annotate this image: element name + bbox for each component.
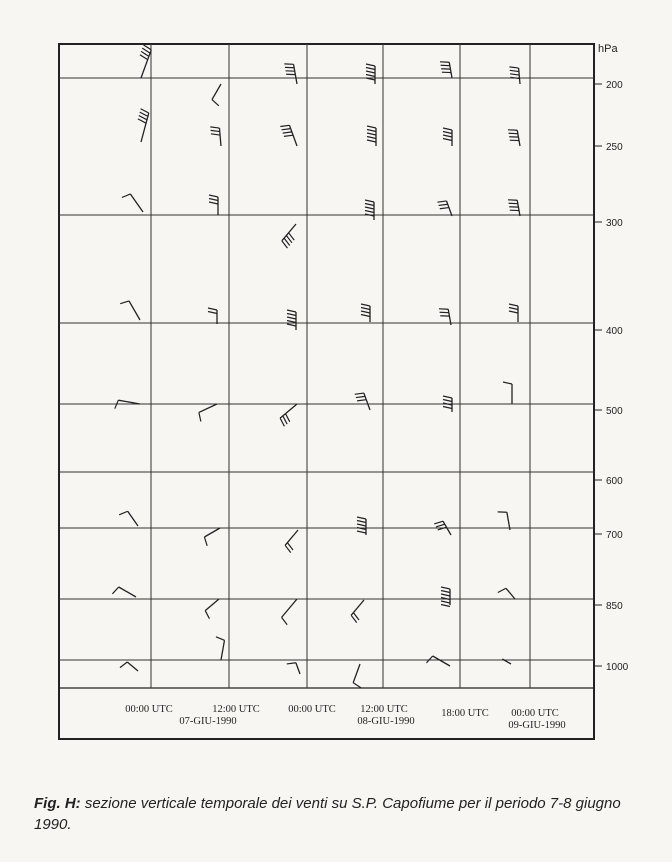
barb-feather xyxy=(209,202,218,204)
barb-feather xyxy=(366,71,375,73)
barb-feather xyxy=(211,130,220,131)
barb-feather xyxy=(441,591,450,593)
wind-barb xyxy=(498,512,510,530)
barb-feather xyxy=(367,130,376,132)
barb-feather xyxy=(357,531,366,533)
wind-barb xyxy=(426,656,450,666)
barb-feather xyxy=(440,208,449,209)
barb-staff xyxy=(127,662,138,671)
barb-feather xyxy=(209,199,218,201)
wind-barb xyxy=(503,382,512,404)
barb-staff xyxy=(119,587,136,597)
wind-barb xyxy=(508,200,520,216)
barb-feather xyxy=(437,201,446,202)
wind-barb xyxy=(120,662,138,671)
barb-staff xyxy=(296,663,300,674)
barb-feather xyxy=(365,200,374,202)
barb-feather xyxy=(216,637,225,641)
barb-feather xyxy=(441,605,450,607)
barb-feather xyxy=(509,304,518,306)
pressure-label-200: 200 xyxy=(606,80,623,91)
barb-feather xyxy=(361,315,370,317)
barb-feather xyxy=(280,418,284,426)
plot-frame xyxy=(59,44,594,739)
barb-staff xyxy=(204,528,220,537)
barb-staff xyxy=(364,393,370,410)
barb-feather xyxy=(357,521,366,523)
wind-barb xyxy=(119,511,138,526)
barb-feather xyxy=(361,304,370,306)
wind-barb xyxy=(509,67,520,84)
time-label-2: 12:00 UTC xyxy=(212,704,260,715)
wind-barb xyxy=(365,200,374,220)
pressure-label-700: 700 xyxy=(606,530,623,541)
pressure-tick-marks xyxy=(594,84,602,666)
pressure-tick-labels xyxy=(606,80,629,673)
barb-feather xyxy=(355,393,364,394)
barb-feather xyxy=(284,135,293,136)
wind-barb xyxy=(280,125,297,146)
barb-staff xyxy=(449,62,452,78)
barb-feather xyxy=(287,314,296,316)
barb-staff xyxy=(205,599,219,611)
barb-feather xyxy=(510,70,519,71)
wind-barb xyxy=(120,301,140,320)
time-label-1: 00:00 UTC xyxy=(125,704,173,715)
date-label-6: 09-GIU-1990 xyxy=(508,720,566,731)
wind-barb xyxy=(508,130,520,146)
wind-barb xyxy=(361,304,370,322)
wind-barb xyxy=(112,587,136,597)
barb-feather xyxy=(140,112,148,116)
barb-feather xyxy=(120,301,129,304)
barb-feather xyxy=(443,400,452,402)
barb-feather xyxy=(356,396,365,397)
barb-feather xyxy=(439,204,448,205)
barb-feather xyxy=(436,524,445,527)
pressure-label-600: 600 xyxy=(606,476,623,487)
wind-barb xyxy=(357,517,366,535)
barb-feather xyxy=(209,195,218,197)
barb-feather xyxy=(441,587,450,589)
barb-feather xyxy=(282,129,291,130)
barb-staff xyxy=(130,194,143,212)
unit-label: hPa xyxy=(598,43,618,55)
barb-feather xyxy=(357,517,366,519)
wind-barb xyxy=(498,588,515,599)
barb-staff xyxy=(282,599,297,617)
barb-feather xyxy=(119,511,128,515)
barb-feather xyxy=(357,524,366,526)
date-label-4: 08-GIU-1990 xyxy=(357,716,415,727)
wind-barb xyxy=(282,599,297,625)
barb-feather xyxy=(365,211,374,213)
time-tick-labels xyxy=(125,704,565,731)
barb-feather xyxy=(208,312,217,314)
wind-barb xyxy=(437,201,452,216)
wind-barb xyxy=(280,404,297,426)
wind-barb xyxy=(355,393,370,410)
wind-barb xyxy=(366,64,375,84)
wind-barb xyxy=(205,599,219,619)
barb-feather xyxy=(443,139,452,141)
barb-feather xyxy=(367,137,376,139)
pressure-label-300: 300 xyxy=(606,218,623,229)
barb-staff xyxy=(519,68,520,84)
wind-barb xyxy=(216,637,225,660)
wind-barb xyxy=(122,194,143,212)
barb-feather xyxy=(443,132,452,134)
wind-barb xyxy=(284,64,297,84)
barb-feather xyxy=(199,412,201,421)
barb-staff xyxy=(517,130,520,146)
wind-barb xyxy=(212,84,221,106)
barb-feather xyxy=(443,407,452,409)
barb-feather xyxy=(287,317,296,319)
wind-barb xyxy=(204,528,220,546)
wind-barb xyxy=(441,587,450,607)
barb-feather xyxy=(367,140,376,142)
wind-barb xyxy=(440,62,452,78)
barb-staff xyxy=(129,301,140,320)
barb-feather xyxy=(208,308,217,310)
barb-feather xyxy=(122,194,131,198)
wind-barb xyxy=(210,127,221,146)
caption-text: sezione verticale temporale dei venti su S.P. Capofiume per il periodo 7-8 giugno 1990. xyxy=(34,795,621,833)
barb-feather xyxy=(210,127,219,128)
wind-barb xyxy=(199,404,217,421)
time-label-6: 00:00 UTC xyxy=(511,708,559,719)
barb-feather xyxy=(138,119,146,123)
barb-staff xyxy=(199,404,217,412)
barb-feather xyxy=(365,204,374,206)
barb-feather xyxy=(443,128,452,130)
barb-feather xyxy=(357,400,366,401)
barb-feather xyxy=(443,396,452,398)
barb-staff xyxy=(517,200,520,216)
wind-barb xyxy=(282,224,296,248)
pressure-label-250: 250 xyxy=(606,142,623,153)
barb-feather xyxy=(443,135,452,137)
barb-staff xyxy=(219,128,221,146)
wind-barb xyxy=(287,663,300,674)
barb-staff xyxy=(507,512,510,530)
barb-feather xyxy=(365,207,374,209)
wind-barb xyxy=(208,308,217,324)
barb-feather xyxy=(212,100,219,106)
barb-feather xyxy=(287,310,296,312)
barb-feather xyxy=(283,416,287,424)
barb-feather xyxy=(120,662,127,668)
barb-staff xyxy=(447,201,452,216)
barb-feather xyxy=(441,601,450,603)
barb-feather xyxy=(509,311,518,313)
barb-feather xyxy=(141,109,149,113)
barb-feather xyxy=(498,588,506,592)
barb-feather xyxy=(283,132,292,133)
time-label-5: 18:00 UTC xyxy=(441,708,489,719)
wind-barb xyxy=(140,45,151,78)
barb-feather xyxy=(361,311,370,313)
wind-barb xyxy=(287,310,296,330)
barb-feather xyxy=(353,683,361,688)
barb-feather xyxy=(366,64,375,66)
barb-feather xyxy=(361,308,370,310)
barb-feather xyxy=(366,75,375,77)
barb-staff xyxy=(506,588,515,599)
wind-barb xyxy=(443,128,452,146)
barb-feather xyxy=(503,382,512,384)
barb-feather xyxy=(366,68,375,70)
barb-staff xyxy=(353,664,360,683)
barb-feather xyxy=(510,74,519,75)
barb-staff xyxy=(212,84,221,100)
barb-feather xyxy=(204,537,207,546)
barb-staff xyxy=(118,400,140,404)
barb-feather xyxy=(139,116,147,120)
barb-feather xyxy=(441,594,450,596)
pressure-label-400: 400 xyxy=(606,326,623,337)
barb-feather xyxy=(287,321,296,323)
barb-feather xyxy=(367,133,376,135)
barb-feather xyxy=(509,67,518,68)
barb-feather xyxy=(205,611,209,619)
wind-barb xyxy=(351,600,364,623)
wind-barb xyxy=(285,530,298,553)
barb-staff xyxy=(433,656,450,666)
caption-label: Fig. H: xyxy=(34,795,81,812)
figure-caption xyxy=(34,793,654,835)
pressure-label-1000: 1000 xyxy=(606,662,629,673)
pressure-label-500: 500 xyxy=(606,406,623,417)
wind-barb xyxy=(509,304,518,322)
wind-barb xyxy=(138,109,149,142)
barb-feather xyxy=(211,134,220,135)
barb-feather xyxy=(286,414,290,422)
barb-feather xyxy=(280,125,289,126)
barb-feather xyxy=(112,587,118,594)
barb-feather xyxy=(426,656,432,663)
time-label-3: 00:00 UTC xyxy=(288,704,336,715)
barb-staff xyxy=(128,511,138,526)
barb-feather xyxy=(367,126,376,128)
wind-barb xyxy=(367,126,376,146)
wind-barbs xyxy=(112,45,520,688)
wind-barb xyxy=(353,664,361,688)
barb-feather xyxy=(434,521,443,524)
date-label-2: 07-GIU-1990 xyxy=(179,716,237,727)
pressure-label-850: 850 xyxy=(606,601,623,612)
barb-feather xyxy=(282,617,288,624)
barb-feather xyxy=(287,663,296,664)
barb-staff xyxy=(221,640,224,660)
time-label-4: 12:00 UTC xyxy=(360,704,408,715)
barb-feather xyxy=(287,324,296,326)
barb-feather xyxy=(509,308,518,310)
wind-barb xyxy=(209,195,218,215)
